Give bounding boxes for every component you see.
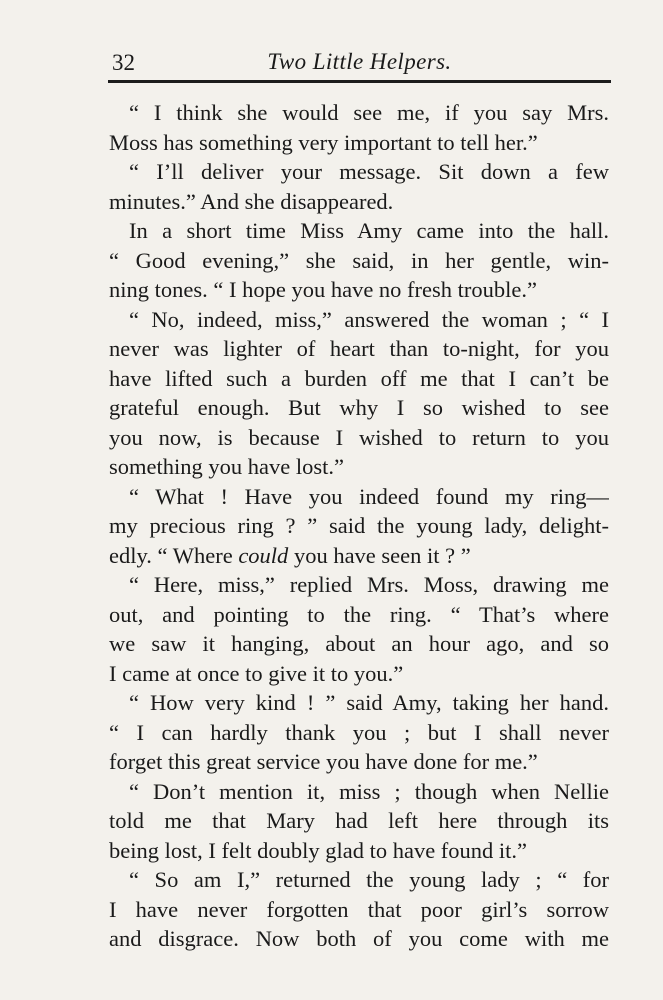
text-line: “ I think she would see me, if you say Mrs. (129, 100, 609, 125)
text-line: “ No, indeed, miss,” answered the woman ; “ I (129, 306, 609, 332)
text-line: I came at once to give it to you.” (109, 660, 404, 686)
emphasis: could (238, 542, 289, 568)
text-line: being lost, I felt doubly glad to have found it.” (109, 837, 528, 863)
text-line: we saw it hanging, about an hour ago, and so (109, 631, 609, 656)
text-line: something you have lost.” (109, 454, 344, 479)
text-line: my precious ring ? ” said the young lady, delight- (109, 513, 609, 538)
running-title: Two Little Helpers. (267, 49, 452, 74)
text-line: ning tones. “ I hope you have no fresh trouble.” (109, 277, 538, 302)
text-line: out, and pointing to the ring. “ That’s where (109, 601, 609, 627)
text-line: “ Here, miss,” replied Mrs. Moss, drawing me (129, 572, 609, 597)
text-line: I have never forgotten that poor girl’s sorrow (109, 896, 609, 922)
text-line: “ I can hardly thank you ; but I shall never (109, 719, 609, 745)
text-line: and disgrace. Now both of you come with me (109, 926, 609, 951)
text-line: “ So am I,” returned the young lady ; “ for (129, 867, 609, 892)
text-line: have lifted such a burden off me that I can’t be (109, 365, 609, 391)
text-line: forget this great service you have done for me.” (109, 749, 538, 774)
text-line: told me that Mary had left here through its (109, 808, 609, 833)
text-line: “ I’ll deliver your message. Sit down a few (129, 159, 609, 184)
text-line: edly. “ Where could you have seen it ? ” (109, 542, 471, 568)
text-line: never was lighter of heart than to-night, for you (109, 336, 609, 361)
text-line: “ How very kind ! ” said Amy, taking her hand. (129, 690, 609, 715)
text-line: you now, is because I wished to return to you (109, 424, 609, 450)
text-line: “ Don’t mention it, miss ; though when Nellie (129, 778, 609, 804)
text-line: In a short time Miss Amy came into the hall. (129, 218, 609, 243)
page-header (108, 46, 611, 83)
page-number: 32 (112, 50, 135, 75)
text-line: minutes.” And she disappeared. (109, 188, 394, 214)
text-line: grateful enough. But why I so wished to see (109, 395, 609, 420)
text-line: Moss has something very important to tell her.” (109, 129, 538, 155)
text-line: “ What ! Have you indeed found my ring— (129, 483, 609, 509)
body-text (109, 98, 609, 954)
text-line: “ Good evening,” she said, in her gentle, win- (109, 247, 609, 273)
